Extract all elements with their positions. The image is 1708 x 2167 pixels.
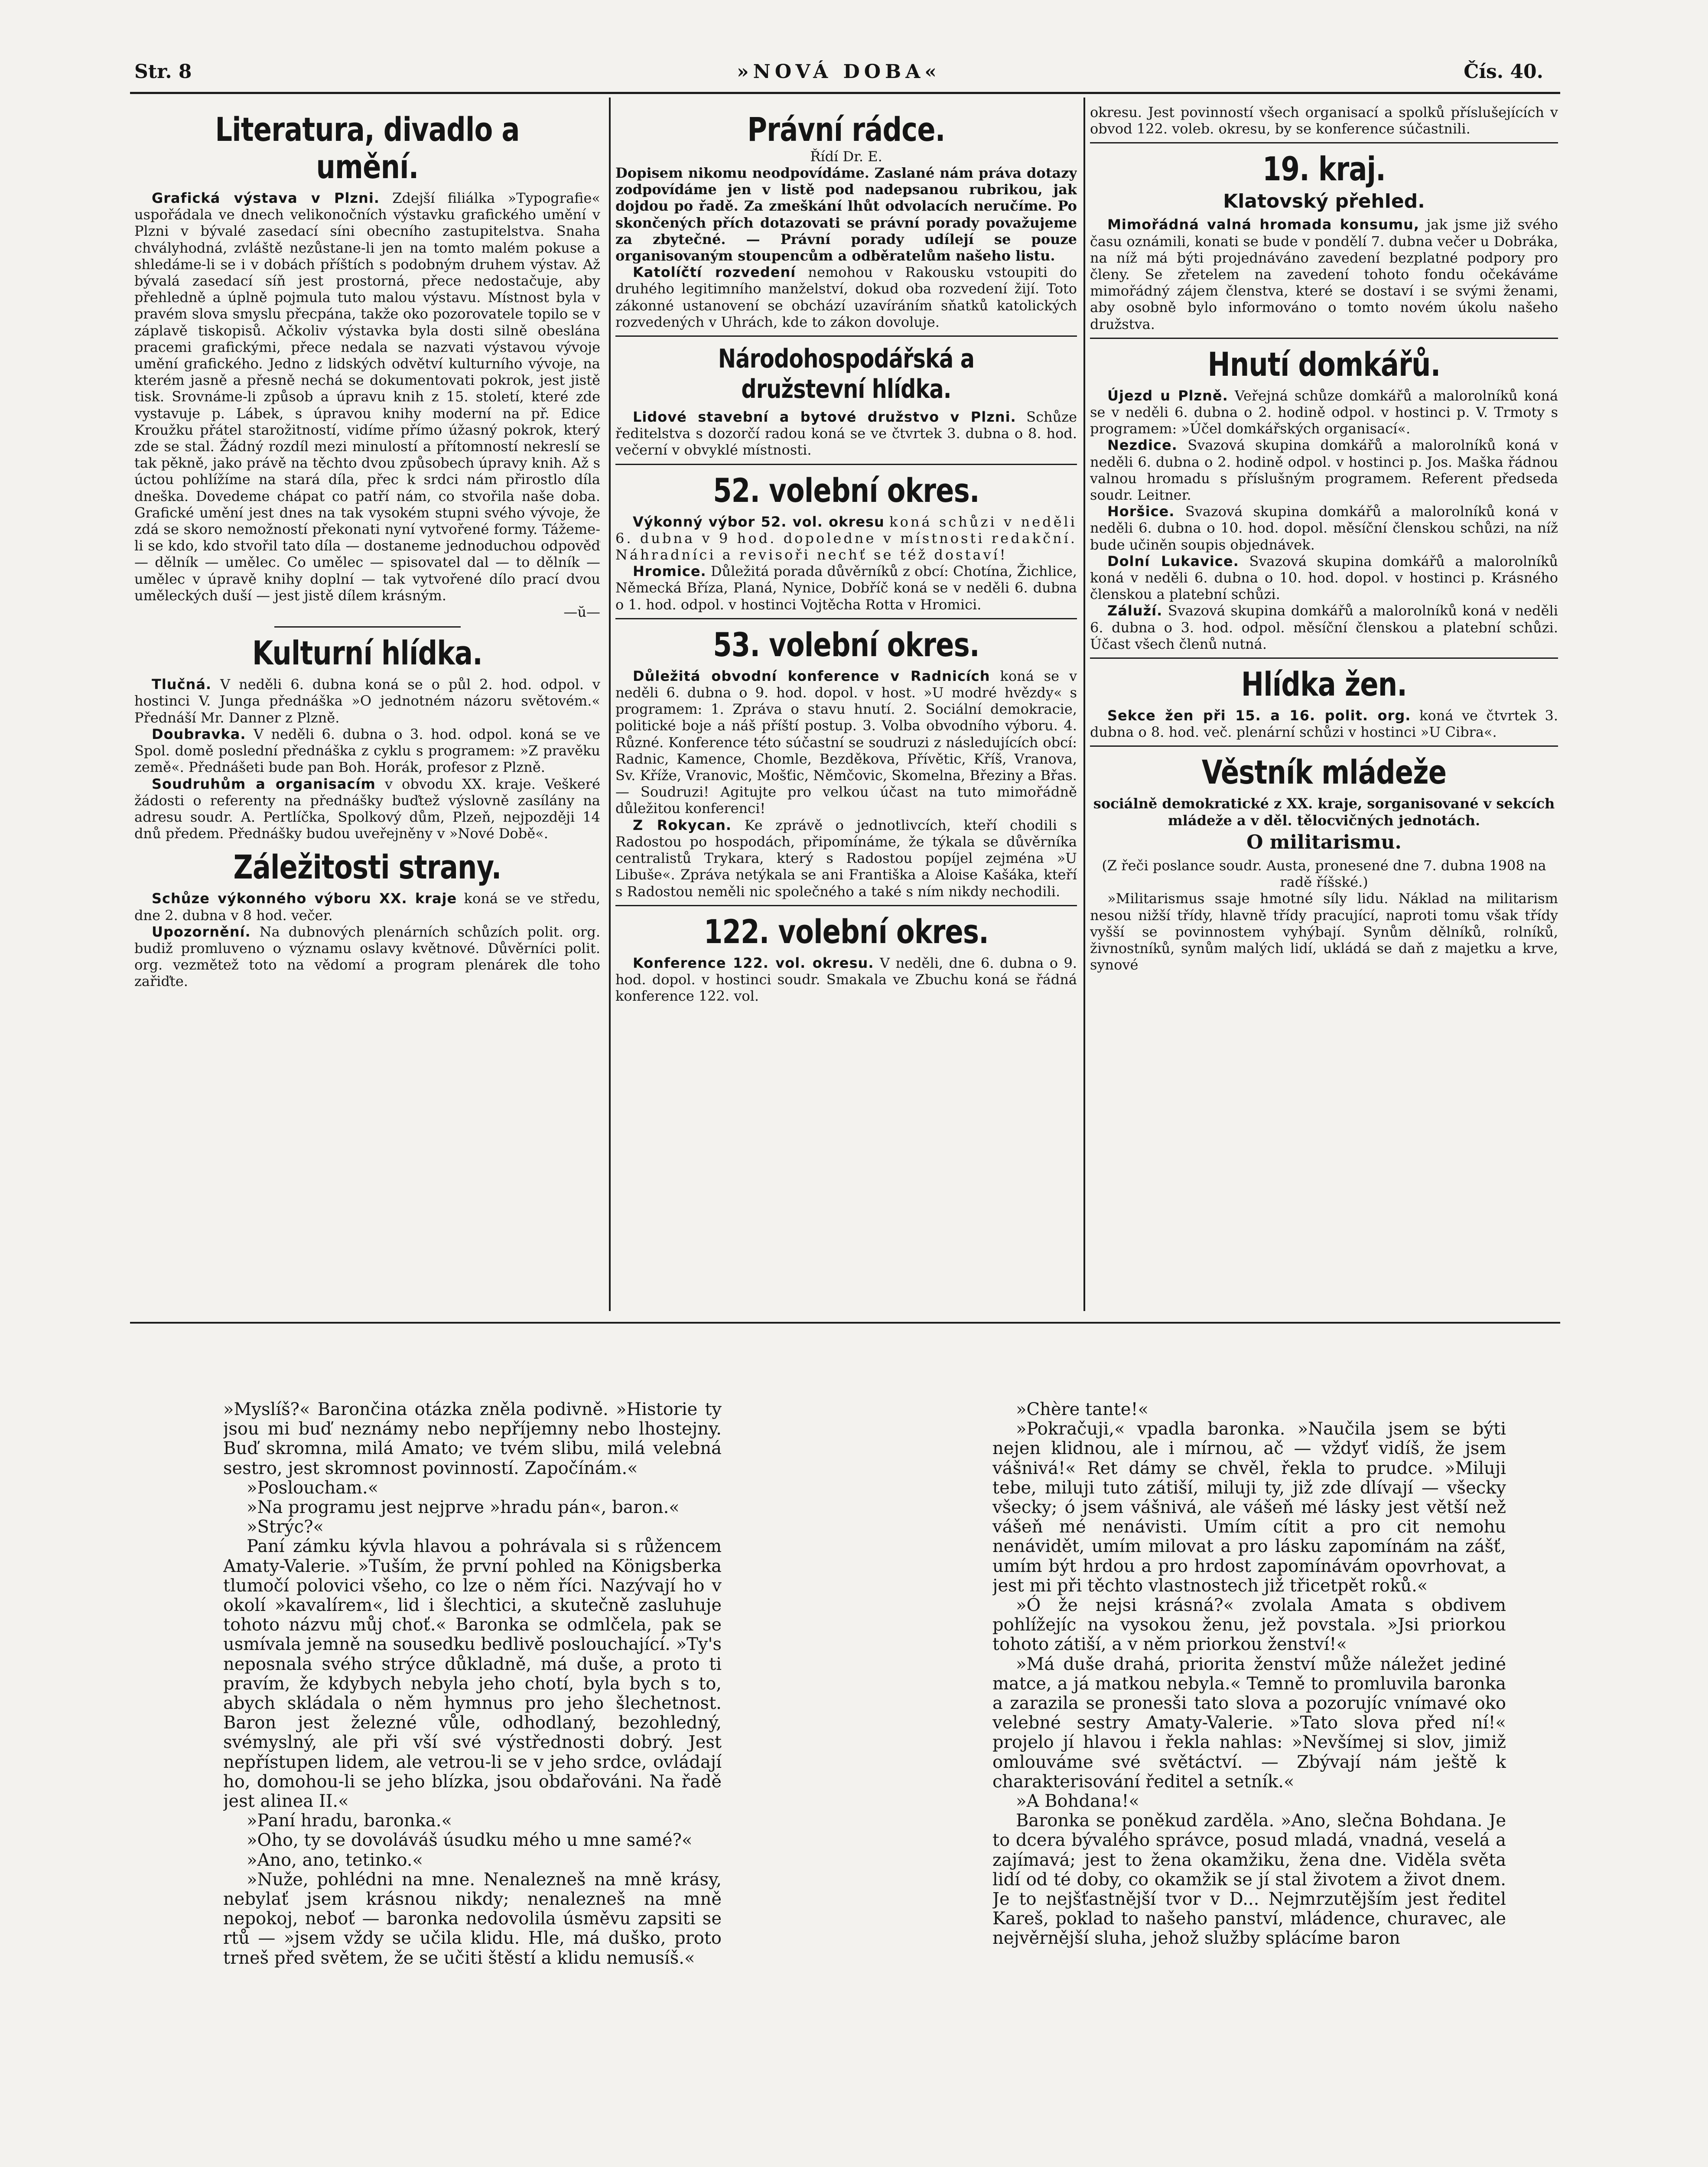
story-paragraph: »Nuže, pohlédni na mne. Nenalezneš na mně krásy, nebylať jsem krásnou nikdy; nenalezneš na mně nepokoj, neboť — baronka nedovolila úsměvu zapsiti se rtů — »jsem vždy se učila klidu. Hle, má duško, proto trneš před světem, že se učiti štěstí a klidu nemusíš.« — [223, 1869, 722, 1968]
article-lead: Konference 122. vol. okresu. — [633, 954, 874, 971]
header-issue-number: Čís. 40. — [1464, 61, 1543, 83]
heading-o-militarismu: O militarismu. — [1246, 831, 1402, 853]
article-lead: Mimořádná valná hromada konsumu, — [1107, 216, 1420, 233]
article-text: koná ve čtvrtek 3. dubna o 8. hod. več. plenární schůzi v hostinci »U Cibra«. — [1090, 707, 1558, 741]
story-paragraph: »Ó že nejsi krásná?« zvolala Amata s obdivem pohlížejíc na vysokou ženu, jež povstala. »Jsi priorkou tohoto zátiší, a v něm priorkou ženství!« — [992, 1595, 1506, 1655]
heading-19-kraj: 19. kraj. — [1262, 150, 1386, 189]
article-lead: Schůze výkonného výboru XX. kraje — [152, 890, 457, 907]
article-lead: Dolní Lukavice. — [1107, 553, 1239, 569]
article-lead: Výkonný výbor 52. vol. okresu — [633, 513, 885, 530]
article-text: »Militarismus ssaje hmotné síly lidu. Náklad na militarism nesou nižší třídy, hlavně třídy pracující, naproti tomu však třídy vyšší se povinnostem vyhýbají. Synům dělníků, rolníků, živnostníků, synům malých lidí, ukládá se daň z majetku a krve, synové — [1090, 890, 1558, 973]
article-text: jak jsme již svého času oznámili, konati se bude v pondělí 7. dubna večer u Dobráka, na níž má býti projednáváno zavedení bezplatné podpory pro členy. Se zřetelem na zavedení tohoto fondu očekáváme mimořádný zájem členstva, které se dostaví i se svými ženami, aby osobně bylo informováno o tomto novém úkolu našeho družstva. — [1090, 216, 1558, 332]
column-1 — [134, 104, 600, 1309]
story-paragraph: »Chère tante!« — [1016, 1400, 1148, 1419]
article-text: Na dubnových plenárních schůzích polit. org. budiž promluveno o významu oslavy květnové. Důvěrníci polit. org. vezmětež toto na vědomí a program plenárek dle toho zařiďte. — [134, 923, 600, 990]
subheading-klatovsky-prehled: Klatovský přehled. — [1223, 190, 1425, 213]
article-text: Schůze ředitelstva s dozorčí radou koná se ve čtvrtek 3. dubna o 8. hod. večerní v obvyklé místnosti. — [615, 409, 1077, 459]
article-lead: Horšice. — [1107, 503, 1175, 520]
heading-vestnik-mladeze: Věstník mládeže — [1201, 753, 1447, 792]
article-text: Svazová skupina domkářů a malorolníků koná v neděli 6. dubna o 3. hod. odpol. měsíční členskou a platební schůzi. Účast všech členů nutná. — [1090, 602, 1558, 652]
story-paragraph: Paní zámku kývla hlavou a pohrávala si s růžencem Amaty-Valerie. »Tuším, že první pohled na Königsberka tlumočí polovici všeho, co lze o něm říci. Nazývají ho v okolí »kavalírem«, lid i šlechtici, a skutečně zasluhuje tohoto názvu můj choť.« Baronka se odmlčela, pak se usmívala jemně na sousedku bedlivě poslouchající. »Ty's neposnala svého strýce důkladně, má duše, a proto ti pravím, že kdybych nebyla jeho chotí, byla bych s to, abych skládala o něm hymnus pro jeho šlechetnost. Baron jest železné vůle, odhodlaný, bezohledný, svémyslný, ale při vší své výstřednosti dobrý. Jest nepřístupen lidem, ale vetrou-li se v jeho srdce, ovládají ho, domohou-li se jeho blízka, jsou obdařováni. Na řadě jest alinea II.« — [223, 1536, 722, 1812]
article-lead: Hromice. — [633, 563, 706, 580]
story-paragraph: »A Bohdana!« — [1016, 1791, 1139, 1812]
article-lead: Újezd u Plzně. — [1107, 387, 1228, 404]
article-text: v obvodu XX. kraje. Veškeré žádosti o referenty na přednášky buďtež výslovně zasílány na adresu soudr. A. Pertlíčka, Spolkový dům, Plzeň, nejpozději 14 dnů předem. Přednášky budou uveřejněny v »Nové Době«. — [134, 775, 600, 842]
intro-notice: Dopisem nikomu neodpovídáme. Zaslané nám práva dotazy zodpovídáme jen v listě pod nadepsanou rubrikou, jak dojdou po řadě. Za zmeškání lhůt odvolacích neručíme. Po skončených přích dotazovati se právní porady považujeme za zbytečné. — Právní porady udílejí se pouze organisovaným stoupencům a odběratelům našeho listu. — [615, 165, 1077, 264]
article-text: (Z řeči poslance soudr. Austa, pronesené dne 7. dubna 1908 na radě říšské.) — [1102, 857, 1546, 891]
story-paragraph: »Myslíš?« Barončina otázka zněla podivně. »Historie ty jsou mi buď neznámy nebo nepříjemny nebo lhostejny. Buď skromna, milá Amato; ve tvém slibu, milá velebná sestro, jest skromnost povinností. Započínám.« — [223, 1400, 722, 1478]
article-lead: Katolíčtí rozvedení — [633, 264, 796, 281]
story-paragraph: »Pokračuji,« vpadla baronka. »Naučila jsem se býti nejen klidnou, ale i mírnou, ač — vždyť vidíš, že jsem vášnivá!« Ret dámy se chvěl, řekla to prudce. »Miluji tebe, miluji tuto zátiší, miluji ty, již zde dlívají — všecky všecky; ó jsem vášnivá, ale vášeň mé lásky jest větší než vášeň mé nenávisti. Umím cítit a pro cit nemohu nenávidět, umím milovat a pro lásku zapomínám na zášť, umím být hrdou a pro hrdost zapomínávám opovrhovat, a jest mi při těchto vlastnostech již třicetpět roků.« — [992, 1419, 1506, 1596]
divider — [1090, 338, 1558, 339]
story-paragraph: »Oho, ty se dovoláváš úsudku mého u mne samé?« — [247, 1830, 693, 1851]
heading-kulturni-hlidka: Kulturní hlídka. — [252, 634, 483, 673]
article-text: V neděli, dne 6. dubna o 9. hod. dopol. v hostinci soudr. Smakala ve Zbuchu koná se řádná konference 122. vol. — [615, 954, 1077, 1005]
article-lead: Upozornění. — [152, 923, 251, 940]
column-rule-2 — [1083, 98, 1085, 1311]
column-3 — [1090, 104, 1558, 1309]
story-paragraph: »Posloucham.« — [247, 1477, 379, 1498]
divider — [1090, 657, 1558, 659]
divider — [615, 464, 1077, 465]
article-text: koná se v neděli 6. dubna o 9. hod. dopol. v host. »U modré hvězdy« s programem: 1. Zpráva o stavu hnutí. 2. Sociální demokracie, politické boje a náš příští postup. 3. Volba obvodního výboru. 4. Různé. Konference této súčastní se soudruzi z následujících obcí: Radnic, Kamence, Chomle, Bezděkova, Přívětic, Kříš, Vranova, Sv. Kříže, Vranovic, Mošťic, Němčovic, Skomelna, Březiny a Břas. — Soudruzi! Agitujte pro velkou účast na tuto mimořádně důležitou konferenci! — [615, 667, 1077, 817]
divider — [274, 626, 461, 628]
heading-pravni-radce: Právní rádce. — [747, 110, 945, 149]
heading-narodohospodarska: Národohospodářská a družstevní hlídka. — [718, 344, 975, 405]
article-lead: Důležitá obvodní konference v Radnicích — [633, 667, 990, 684]
article-lead: Sekce žen při 15. a 16. polit. org. — [1107, 707, 1411, 724]
heading-53-volebni-okres: 53. volební okres. — [713, 625, 979, 664]
header-page-number: Str. 8 — [134, 61, 192, 83]
article-text: Ke zprávě o jednotlivcích, kteří chodili s Radostou po hospodách, připomínáme, že týkala se důvěrníka centralistů Trykara, který s Radostou popíjel zejména »U Libuše«. Zpráva netýkala se ani Františka a Aloise Kašáka, kteří s Radostou neměli nic společného a také s ním nikdy nechodili. — [615, 817, 1077, 900]
article-text: Zdejší filiálka »Typografie« uspořádala ve dnech velikonočních výstavku grafického umění v Plzni v bývalé zasedací síni obecního zastupitelstva. Snaha chvályhodná, zvláště nezůstane-li jen na tomto malém pokuse a shledáme-li se i v dobách příštích s podobným druhem výstav. Až bývalá zasedací síň jest prostorná, přece nedostačuje, aby přehledně a úplně pojmula tuto malou výstavu. Místnost byla v pravém slova smyslu přecpána, takže oko pozorovatele topilo se v záplavě tiskopisů. Ačkoliv výstavka byla dosti silně obeslána pracemi grafickými, přece nedala se nazvati výstavou vývoje umění grafického. Jedno z lidských odvětví kulturního vývoje, na kterém jasně a přesně nechá se dokumentovati pokrok, jest jistě tisk. Srovnáme-li způsob a úpravu knih z 15. století, které zde vystavuje p. Lábek, s úpravou knihy moderní na př. Edice Kroužku přátel starožitností, vidíme přímo úžasný pokrok, který zde se stal. Žádný rozdíl mezi minulostí a přítomností nekreslí se tak pěkně, jako právě na těchto dvou způsobech úpravy knih. Až s úctou pohlížíme na stará díla, přec k srdci nám přirostlo díla dneška. Dovedeme chápat co patří nám, co stvořila naše doba. Grafické umění jest dnes na tak vysokém stupni svého vývoje, že zdá se skoro nemožností překonati nyní vytvořené formy. Tážeme-li se kdo, kdo stvořil tato díla — dostaneme jednoduchou odpověď — dělník — umělec. Co umělec — spisovatel dal — to dělník — umělec v úpravě knihy doplní — tak vytvořené dílo prací dvou uměleckých duší — jest jistě dílem krásným. — [134, 190, 600, 604]
article-lead: Soudruhům a organisacím — [152, 775, 376, 792]
section-rule — [130, 1322, 1560, 1324]
article-text: Svazová skupina domkářů a malorolníků koná v neděli 6. dubna o 2. hodině odpol. v hostinci p. Jos. Maška řádnou valnou hromadu s příslušným programem. Referent předseda soudr. Leitner. — [1090, 437, 1558, 504]
divider — [615, 618, 1077, 619]
article-text: Důležitá porada důvěrníků z obcí: Chotína, Žichlice, Německá Bříza, Planá, Nynice, Dobříč koná se v neděli 6. dubna o 1. hod. odpol. v hostinci Vojtěcha Rotta v Hromici. — [615, 563, 1077, 613]
divider — [615, 905, 1077, 906]
column-rule-1 — [609, 98, 611, 1311]
article-text: Svazová skupina domkářů a malorolníků koná v neděli 6. dubna o 10. hod. dopol. měsíční členskou schůzi, na níž bude učiněn soupis objednávek. — [1090, 503, 1558, 553]
divider — [1090, 745, 1558, 747]
story-paragraph: »Strýc?« — [247, 1517, 324, 1537]
story-paragraph: »Paní hradu, baronka.« — [247, 1811, 452, 1831]
article-text: V neděli 6. dubna o 3. hod. odpol. koná se ve Spol. domě poslední přednáška z cyklu s programem: »Z pravěku země«. Přednášeti bude pan Boh. Horák, profesor z Plzně. — [134, 726, 600, 776]
story-paragraph: »Má duše drahá, priorita ženství může náležet jediné matce, a já matkou nebyla.« Temně to promluvila baronka a zarazila se pronesši tato slova a pozorujíc vnímavé oko velebné sestry Amaty-Valerie. »Tato slova před ní!« projelo jí hlavou i řekla nahlas: »Nevšímej si slov, jimiž omlouváme své světáctví. — Zbývají nám ještě k charakterisování ředitel a setník.« — [992, 1654, 1506, 1792]
article-lead: Doubravka. — [152, 726, 246, 742]
article-lead: Záluží. — [1107, 602, 1163, 619]
article-text: sociálně demokratické z XX. kraje, sorganisované v sekcích mládeže a v děl. tělocvičných jednotách. — [1093, 795, 1555, 829]
page-header — [134, 61, 1543, 91]
heading-literatura: Literatura, divadlo a umění. — [215, 110, 520, 186]
heading-zalezitosti-strany: Záležitosti strany. — [233, 848, 501, 887]
divider — [615, 335, 1077, 337]
divider — [1090, 142, 1558, 143]
story-right-column — [992, 1400, 1506, 2167]
story-left-column — [223, 1400, 722, 2167]
article-text: nemohou v Rakousku vstoupiti do druhého legitimního manželství, dokud oba rozvedení žijí. Toto zákonné ustanovení se obchází uzavíráním sňatků katolických rozvedených v Uhrách, kde to zákon dovoluje. — [615, 264, 1077, 330]
article-text: koná se ve středu, dne 2. dubna v 8 hod. večer. — [134, 890, 600, 924]
story-paragraph: »Na programu jest nejprve »hradu pán«, baron.« — [247, 1497, 680, 1518]
header-masthead: »NOVÁ DOBA« — [737, 61, 941, 83]
story-paragraph: Baronka se poněkud zarděla. »Ano, slečna Bohdana. Je to dcera bývalého správce, posud mladá, vnadná, veselá a zajímavá; jest to žena okamžiku, žena dne. Viděla světa lidí od té doby, co okamžik se jí stal životem a život dnem. Je to nejšťastnější tvor v D... Nejmrzutějším jest ředitel Kareš, poklad to našeho panství, mládence, churavec, ale nejvěrnější sluha, jehož služby splácíme baron — [992, 1811, 1506, 1949]
heading-hlidka-zen: Hlídka žen. — [1241, 665, 1407, 704]
column-2 — [615, 104, 1077, 1309]
story-paragraph: »Ano, ano, tetinko.« — [247, 1850, 423, 1870]
article-lead: Z Rokycan. — [633, 817, 732, 833]
article-text: V neděli 6. dubna koná se o půl 2. hod. odpol. v hostinci V. Junga přednáška »O jednotném názoru světovém.« Přednáší Mr. Danner z Plzně. — [134, 676, 600, 726]
editor-line: Řídí Dr. E. — [810, 148, 882, 165]
article-lead: Grafická výstava v Plzni. — [152, 190, 380, 206]
article-text: Veřejná schůze domkářů a malorolníků koná se v neděli 6. dubna o 2. hodině odpol. v hostinci p. V. Trmoty s programem: »Účel domkářských organisací«. — [1090, 387, 1558, 437]
header-rule — [130, 92, 1560, 94]
article-text: Svazová skupina domkářů a malorolníků koná v neděli 6. dubna o 10. hod. dopol. v hostinci p. Krásného členskou a platební schůzi. — [1090, 553, 1558, 603]
signature: —ŭ— — [563, 604, 600, 621]
article-lead: Lidové stavební a bytové družstvo v Plzni. — [633, 409, 1016, 426]
heading-52-volebni-okres: 52. volební okres. — [713, 471, 979, 510]
article-lead: Nezdice. — [1107, 437, 1178, 454]
heading-122-volebni-okres: 122. volební okres. — [703, 912, 989, 951]
heading-hnuti-domkaru: Hnutí domkářů. — [1207, 345, 1441, 384]
article-text: koná schůzi v neděli 6. dubna v 9 hod. dopoledne v místnosti redakční. Náhradníci a revisoři nechť se též dostaví! — [615, 513, 1077, 563]
article-lead: Tlučná. — [152, 676, 212, 693]
article-continuation: okresu. Jest povinností všech organisací a spolků příslušejících v obvod 122. voleb. okresu, by se konference súčastnili. — [1090, 104, 1558, 137]
